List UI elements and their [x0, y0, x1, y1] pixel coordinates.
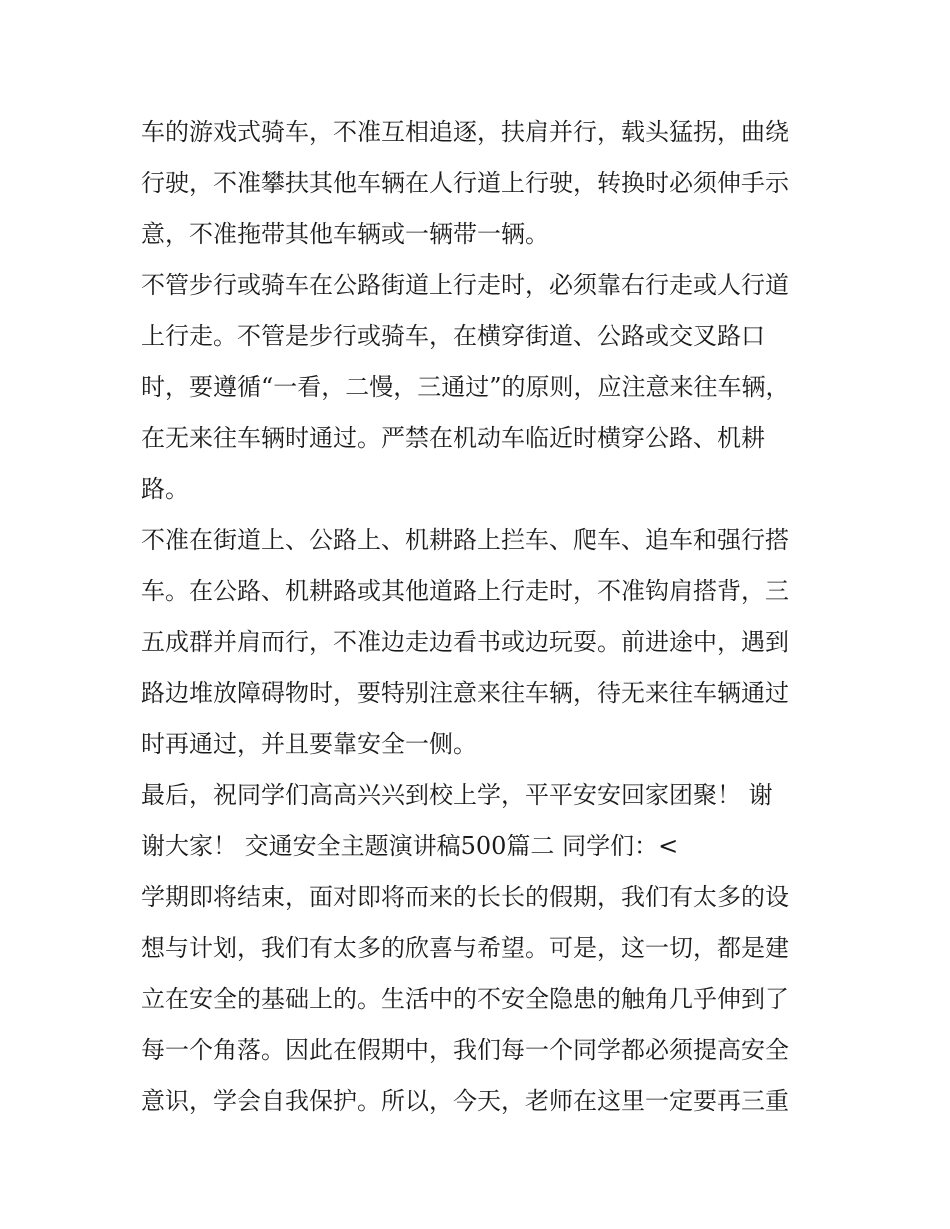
text-line: 谢大家！ 交通安全主题演讲稿500篇二 同学们：<: [141, 832, 679, 860]
text-line: 五成群并肩而行，不准边走边看书或边玩耍。前进途中，遇到: [141, 628, 789, 656]
text-line: 不准在街道上、公路上、机耕路上拦车、爬车、追车和强行搭: [141, 526, 789, 554]
text-line: 路边堆放障碍物时，要特别注意来往车辆，待无来往车辆通过: [141, 679, 789, 707]
text-line: 每一个角落。因此在假期中，我们每一个同学都必须提高安全: [141, 1036, 789, 1064]
text-line: 在无来往车辆时通过。严禁在机动车临近时横穿公路、机耕: [141, 424, 765, 452]
body-text: [141, 107, 811, 1127]
text-line: 想与计划，我们有太多的欣喜与希望。可是，这一切，都是建: [141, 934, 789, 962]
text-line: 上行走。不管是步行或骑车，在横穿街道、公路或交叉路口: [141, 322, 765, 350]
text-line: 学期即将结束，面对即将而来的长长的假期，我们有太多的设: [141, 883, 789, 911]
text-line: 最后，祝同学们高高兴兴到校上学，平平安安回家团聚！ 谢: [141, 781, 773, 809]
text-line: 行驶，不准攀扶其他车辆在人行道上行驶，转换时必须伸手示: [141, 169, 789, 197]
text-line: 车的游戏式骑车，不准互相追逐，扶肩并行，载头猛拐，曲绕: [141, 118, 789, 146]
text-line: 时再通过，并且要靠安全一侧。: [141, 730, 477, 758]
text-line: 不管步行或骑车在公路街道上行走时，必须靠右行走或人行道: [141, 271, 789, 299]
text-line: 车。在公路、机耕路或其他道路上行走时，不准钩肩搭背，三: [141, 577, 789, 605]
text-line: 路。: [141, 475, 189, 503]
text-line: 意，不准拖带其他车辆或一辆带一辆。: [141, 220, 549, 248]
text-line: 立在安全的基础上的。生活中的不安全隐患的触角几乎伸到了: [141, 985, 789, 1013]
text-line: 时，要遵循“一看，二慢，三通过”的原则，应注意来往车辆，: [141, 373, 790, 401]
text-line: 意识，学会自我保护。所以，今天，老师在这里一定要再三重: [141, 1087, 789, 1115]
